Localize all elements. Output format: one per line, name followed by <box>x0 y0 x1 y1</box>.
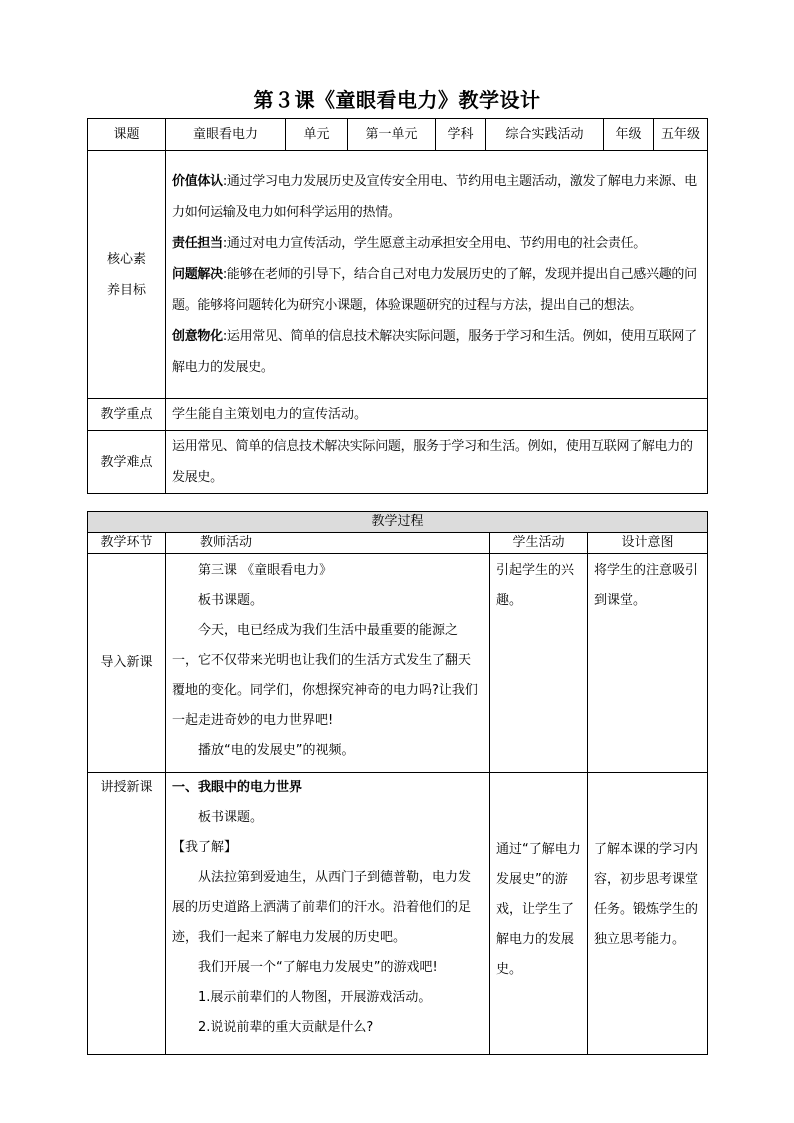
difficulty-label: 教学难点 <box>88 431 166 494</box>
goal-creativity <box>172 321 701 383</box>
goal-problem-solving <box>172 259 701 321</box>
teacher-line: 从法拉第到爱迪生，从西门子到德普勒，电力发展的历史道路上洒满了前辈们的汗水。沿着他们的足迹，我们一起来了解电力发展的历史吧。 <box>172 870 472 945</box>
unit-label: 单元 <box>286 119 348 151</box>
goal-head: 问题解决 <box>172 267 223 282</box>
teacher-line: 我们开展一个“了解电力发展史”的游戏吧! <box>198 960 438 975</box>
design-intent: 了解本课的学习内容，初步思考课堂任务。锻炼学生的独立思考能力。 <box>588 773 708 1055</box>
lesson-label: 课题 <box>88 119 166 151</box>
teacher-line: 今天，电已经成为我们生活中最重要的能源之一，它不仅带来光明也让我们的生活方式发生了翻天覆地的变化。同学们，你想探究神奇的电力吗?让我们一起走进奇妙的电力世界吧! <box>172 623 478 728</box>
goal-text: :运用常见、简单的信息技术解决实际问题，服务于学习和生活。例如，使用互联网了解电力的发展史。 <box>172 329 697 375</box>
goal-text: :能够在老师的引导下，结合自己对电力发展历史的了解，发现并提出自己感兴趣的问题。能够将问题转化为研究小课题，体验课题研究的过程与方法，提出自己的想法。 <box>172 267 697 313</box>
column-header: 教学环节 <box>88 533 166 554</box>
process-header: 教学过程 <box>88 512 708 533</box>
goal-responsibility <box>172 228 701 259</box>
goals-label-line1: 核心素 <box>106 251 146 267</box>
column-header: 教师活动 <box>166 533 490 554</box>
teacher-line: 1.展示前辈们的人物图，开展游戏活动。 <box>198 990 432 1005</box>
goal-text: :通过学习电力发展历史及宣传安全用电、节约用电主题活动，激发了解电力来源、电力如何运输及电力如何科学运用的热情。 <box>172 174 697 220</box>
teacher-line: 板书课题。 <box>198 810 264 825</box>
goals-content <box>166 151 708 399</box>
teacher-line: 板书课题。 <box>198 593 264 608</box>
subject-value: 综合实践活动 <box>486 119 604 151</box>
key-point-label: 教学重点 <box>88 399 166 431</box>
difficulty-text: 运用常见、简单的信息技术解决实际问题，服务于学习和生活。例如，使用互联网了解电力的发展史。 <box>166 431 708 494</box>
lesson-info-table <box>87 118 708 494</box>
page-title: 第３课《童眼看电力》教学设计 <box>253 88 541 112</box>
stage-new-lesson: 讲授新课 <box>88 773 166 1055</box>
teacher-line: 2.说说前辈的重大贡献是什么? <box>198 1020 374 1035</box>
goal-value <box>172 166 701 228</box>
column-header: 学生活动 <box>490 533 588 554</box>
teacher-line: 播放“电的发展史”的视频。 <box>198 743 355 758</box>
student-activity: 通过“了解电力发展史”的游戏，让学生了解电力的发展史。 <box>490 773 588 1055</box>
design-intent: 将学生的注意吸引到课堂。 <box>588 554 708 773</box>
teacher-line: 第三课 《童眼看电力》 <box>198 563 333 578</box>
teacher-activity <box>166 773 490 1055</box>
teacher-activity <box>166 554 490 773</box>
goals-label <box>88 151 166 399</box>
section-title: 一、我眼中的电力世界 <box>172 780 303 795</box>
section-bracket: 【我了解】 <box>172 840 238 855</box>
goals-label-line2: 养目标 <box>106 282 146 298</box>
stage-intro: 导入新课 <box>88 554 166 773</box>
grade-label: 年级 <box>604 119 654 151</box>
key-point-text: 学生能自主策划电力的宣传活动。 <box>166 399 708 431</box>
grade-value: 五年级 <box>654 119 708 151</box>
lesson-value: 童眼看电力 <box>166 119 286 151</box>
subject-label: 学科 <box>436 119 486 151</box>
column-header: 设计意图 <box>588 533 708 554</box>
goal-head: 价值体认 <box>172 174 223 189</box>
student-activity: 引起学生的兴趣。 <box>490 554 588 773</box>
goal-head: 创意物化 <box>172 329 223 344</box>
goal-head: 责任担当 <box>172 236 223 251</box>
unit-value: 第一单元 <box>348 119 436 151</box>
goal-text: :通过对电力宣传活动，学生愿意主动承担安全用电、节约用电的社会责任。 <box>222 236 646 251</box>
process-table <box>87 511 708 1055</box>
